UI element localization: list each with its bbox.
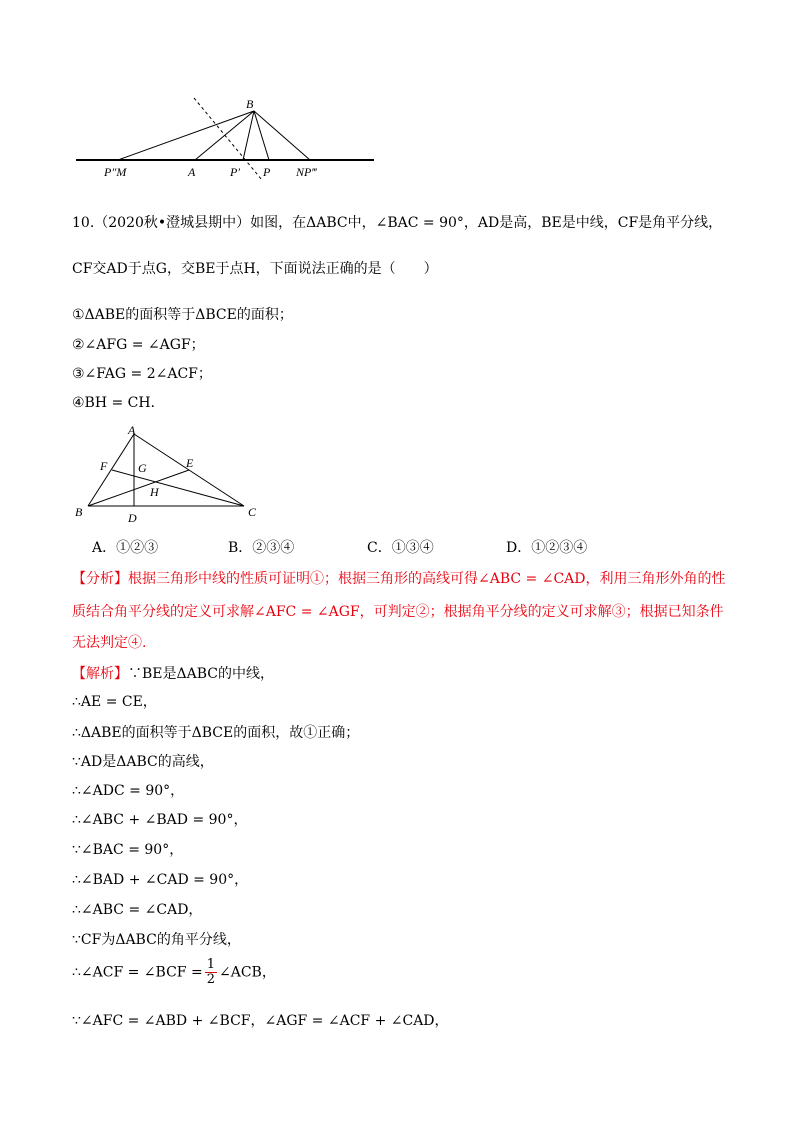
- solution-step-10: ∵CF为ΔABC的角平分线，: [72, 932, 241, 948]
- question-line-1: 10.（2020秋•澄城县期中）如图，在ΔABC中，∠BAC = 90°，AD是高，BE是中线，CF是角平分线，: [72, 215, 723, 231]
- segment-b-pm: [118, 111, 254, 160]
- solution-step-1: ∵BE是ΔABC的中线，: [128, 666, 274, 682]
- fig2-label-c: C: [248, 505, 257, 519]
- solution-step-2: ∴AE = CE，: [72, 694, 157, 710]
- statement-2: ②∠AFG = ∠AGF；: [72, 337, 205, 353]
- fig1-label-p1: P′: [230, 165, 240, 179]
- side-ab: [88, 434, 134, 506]
- figure-triangle-abc: [68, 418, 268, 530]
- fig2-label-h: H: [150, 485, 159, 499]
- statement-3: ③∠FAG = 2∠ACF；: [72, 366, 212, 382]
- analysis-text-1: 根据三角形中线的性质可证明①；根据三角形的高线可得∠ABC = ∠CAD，利用三角形外角的性: [128, 571, 726, 587]
- option-b: B．②③④: [228, 540, 295, 556]
- analysis-line-3: 无法判定④.: [72, 635, 147, 651]
- analysis-tag: 【分析】: [72, 571, 128, 587]
- option-c: C．①③④: [367, 540, 434, 556]
- solution-step-5: ∴∠ADC = 90°，: [72, 783, 185, 799]
- solution-step-11-right: ∠ACB，: [218, 964, 276, 981]
- fraction-denominator: 2: [206, 972, 215, 987]
- solution-step-11: [72, 958, 276, 987]
- statement-1: ①ΔABE的面积等于ΔBCE的面积；: [72, 307, 293, 323]
- fig1-label-b: B: [246, 97, 254, 111]
- fig2-label-f: F: [100, 459, 108, 473]
- median-be: [88, 470, 189, 506]
- fig1-label-pm: P″M: [104, 165, 127, 179]
- fig2-label-d: D: [128, 511, 137, 525]
- analysis-line-2: 质结合角平分线的定义可求解∠AFC = ∠AGF，可判定②；根据角平分线的定义可求解③；根据已知条件: [72, 604, 724, 620]
- option-a: A．①②③: [92, 540, 159, 556]
- bisector-cf: [112, 470, 244, 506]
- fig2-label-g: G: [138, 461, 147, 475]
- solution-step-12: ∵∠AFC = ∠ABD + ∠BCF，∠AGF = ∠ACF + ∠CAD，: [72, 1013, 449, 1029]
- figure-line-construction: [70, 92, 380, 182]
- option-d: D．①②③④: [506, 540, 588, 556]
- fraction-numerator: 1: [206, 957, 215, 972]
- solution-step-8: ∴∠BAD + ∠CAD = 90°，: [72, 872, 249, 888]
- fig2-label-e: E: [186, 456, 194, 470]
- fig1-label-a: A: [188, 165, 196, 179]
- fig2-label-a: A: [128, 423, 136, 437]
- solution-step-11-left: ∴∠ACF = ∠BCF =: [72, 964, 203, 981]
- segment-b-p: [254, 111, 269, 160]
- question-line-2: CF交AD于点G，交BE于点H，下面说法正确的是（ ）: [72, 261, 438, 277]
- fig1-label-np: NP‴: [296, 165, 317, 179]
- solution-line-1: [72, 664, 274, 684]
- fig1-label-p: P: [263, 165, 271, 179]
- statement-4: ④BH = CH．: [72, 395, 165, 411]
- analysis-line-1: [72, 569, 726, 589]
- solution-step-7: ∵∠BAC = 90°，: [72, 842, 184, 858]
- segment-b-np: [254, 111, 310, 160]
- solution-step-4: ∵AD是ΔABC的高线，: [72, 754, 214, 770]
- fraction-one-half: [205, 958, 217, 987]
- solution-step-9: ∴∠ABC = ∠CAD，: [72, 902, 203, 918]
- solution-step-3: ∴ΔABE的面积等于ΔBCE的面积，故①正确；: [72, 725, 360, 741]
- solution-tag: 【解析】: [72, 666, 128, 682]
- fig2-label-b: B: [75, 505, 83, 519]
- solution-step-6: ∴∠ABC + ∠BAD = 90°，: [72, 812, 248, 828]
